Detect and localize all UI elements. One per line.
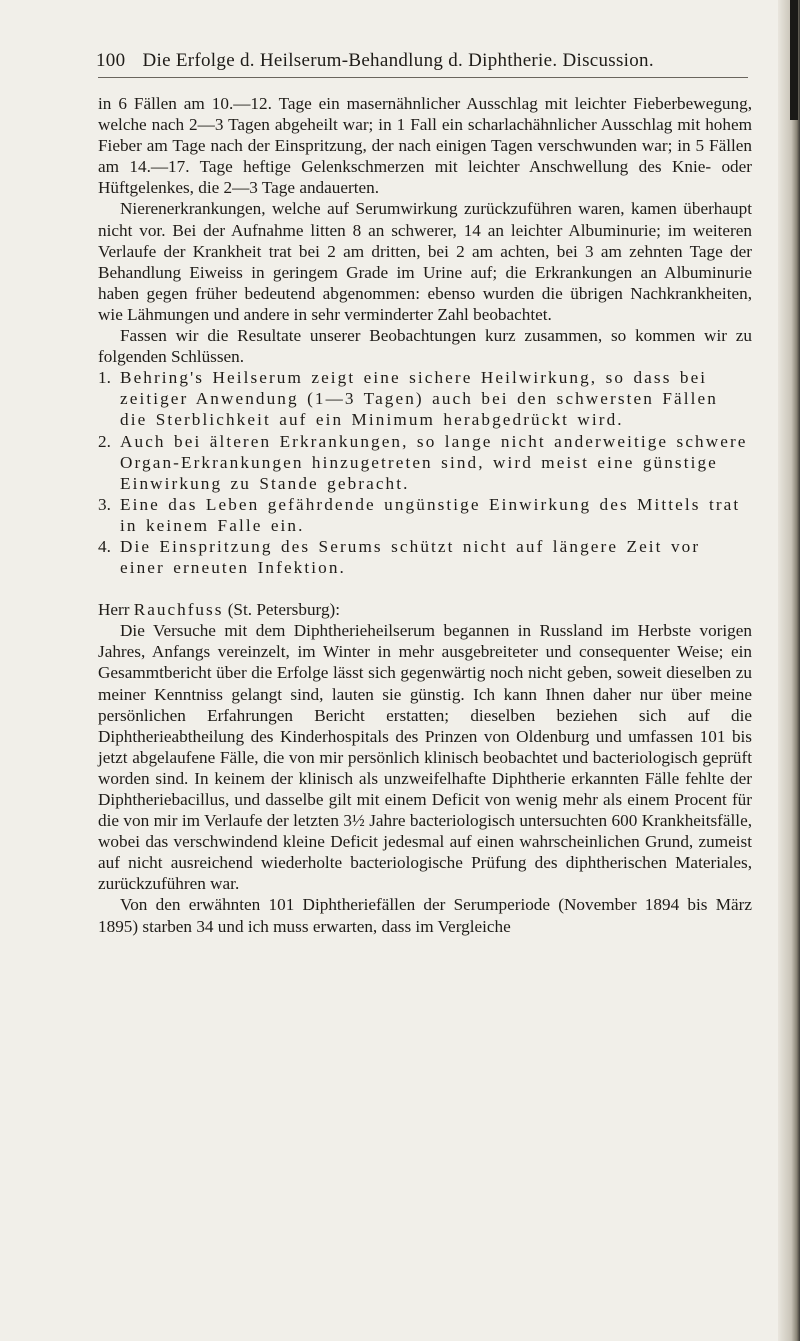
running-header (96, 50, 756, 72)
paragraph: Von den erwähnten 101 Diphtheriefällen der Serumperiode (November 1894 bis März 1895) starben 34 und ich muss erwarten, dass im Vergleiche (98, 895, 752, 936)
item-number: 4. (98, 536, 111, 556)
item-number: 2. (98, 431, 111, 451)
conclusions-list (98, 367, 752, 578)
item-number: 3. (98, 494, 111, 514)
paragraph: Fassen wir die Resultate unserer Beobachtungen kurz zusammen, so kommen wir zu folgenden Schlüssen. (98, 326, 752, 367)
speaker-affiliation: (St. Petersburg): (227, 600, 341, 620)
item-text: Behring's Heilserum zeigt eine sichere Heilwirkung, so dass bei zeitiger Anwendung (1—3 Tagen) auch bei den schwersten Fällen die Sterblichkeit auf ein Minimum herabgedrückt wird. (120, 368, 718, 430)
item-text: Auch bei älteren Erkrankungen, so lange nicht anderweitige schwere Organ-Erkrankungen hinzugetreten sind, wird meist eine günstige Einwirkung zu Stande gebracht. (120, 431, 748, 493)
item-text: Eine das Leben gefährdende ungünstige Einwirkung des Mittels trat in keinem Falle ein. (120, 494, 741, 535)
conclusion-item (98, 536, 752, 578)
page-number: 100 (96, 50, 126, 71)
item-text: Die Einspritzung des Serums schützt nicht auf längere Zeit vor einer erneuten Infektion. (120, 536, 701, 578)
conclusion-item (98, 367, 752, 430)
paragraph: in 6 Fällen am 10.—12. Tage ein masernähnlicher Ausschlag mit leichter Fieberbewegung, welche nach 2—3 Tagen abgeheilt war; in 1 Fall ein scharlachähnlicher Ausschlag mit hohem Fieber am Tage nach der Einspritzung, der nach einigen Tagen verschwunden war; in 5 Fällen am 14.—17. Tage heftige Gelenkschmerzen mit leichter Anschwellung des Knie- oder Hüftgelenkes, die 2—3 Tage andauerten. (98, 94, 752, 198)
body-text (98, 93, 752, 937)
paragraph: Nierenerkrankungen, welche auf Serumwirkung zurückzuführen waren, kamen überhaupt nicht vor. Bei der Aufnahme litten 8 an schwerer, 14 an leichter Albuminurie; im weiteren Verlaufe der Krankheit trat bei 2 am dritten, bei 2 am achten, bei 3 am zehnten Tage der Behandlung Eiweiss in geringem Grade im Urine auf; die Erkrankungen an Albuminurie haben gegen früher bedeutend abgenommen: ebenso wurden die übrigen Nachkrankheiten, wie Lähmungen und andere in sehr verminderter Zahl beobachtet. (98, 199, 752, 324)
paragraph: Die Versuche mit dem Diphtherieheilserum begannen in Russland im Herbste vorigen Jahres, Anfangs vereinzelt, im Winter in mehr ausgebreiteter und consequenter Weise; ein Gesammtbericht über die Erfolge lässt sich gegenwärtig noch nicht geben, soweit dieselben zu meiner Kenntniss gelangt sind, lauten sie günstig. Ich kann Ihnen daher nur über meine persönlichen Erfahrungen Bericht erstatten; dieselben beziehen sich auf die Diphtherieabtheilung des Kinderhospitals des Prinzen von Oldenburg und umfassen 101 bis jetzt abgelaufene Fälle, die von mir persönlich klinisch beobachtet und bacteriologisch geprüft worden sind. In keinem der klinisch als unzweifelhafte Diphtherie erkannten Fälle fehlte der Diphtheriebacillus, und dasselbe gilt mit einem Deficit von wenig mehr als einem Procent für die von mir im Verlaufe der letzten 3½ Jahre bacteriologisch untersuchten 600 Krankheitsfälle, wobei das verschwindend kleine Deficit jedesmal auf einen wahrscheinlichen Grund, zumeist auf nicht ausreichend wiederholte bacteriologische Prüfung des diphtherischen Materiales, zurückzuführen war. (98, 621, 752, 894)
speaker-name: Rauchfuss (133, 600, 224, 620)
item-number: 1. (98, 368, 111, 388)
running-title: Die Erfolge d. Heilserum-Behandlung d. Diphtherie. Discussion. (142, 50, 654, 71)
speaker-prefix: Herr (98, 600, 130, 620)
conclusion-item (98, 431, 752, 494)
page-edge-dark (790, 0, 798, 120)
conclusion-item (98, 494, 752, 536)
speaker-line (98, 599, 752, 620)
header-rule (98, 77, 748, 78)
page-edge-shadow (778, 0, 800, 1341)
